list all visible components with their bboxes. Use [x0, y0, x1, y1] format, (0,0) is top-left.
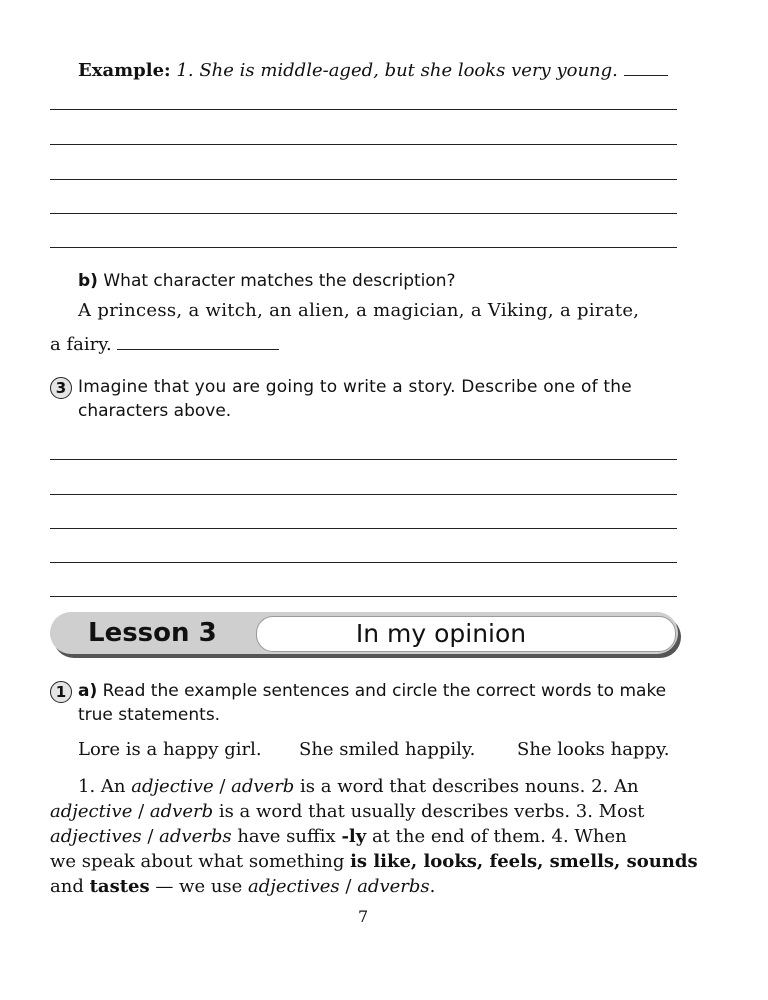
example-sentence-3: She looks happy. — [517, 739, 670, 760]
writing-line[interactable] — [50, 179, 677, 180]
lesson-header — [50, 612, 678, 658]
task1-label: a) — [78, 681, 98, 701]
bold-verb: tastes — [89, 876, 150, 897]
task-b-options-line1: A princess, a witch, an alien, a magician, a Viking, a pirate, — [78, 300, 640, 321]
example-blank[interactable] — [624, 75, 668, 76]
page-number: 7 — [358, 907, 369, 926]
choice-word[interactable]: adverb — [149, 801, 214, 822]
paragraph-line-3 — [50, 824, 627, 850]
choice-word[interactable]: adverb — [231, 776, 295, 797]
example-line — [78, 58, 668, 84]
writing-line[interactable] — [50, 562, 677, 563]
choice-word[interactable]: adjective — [131, 776, 214, 797]
text: have suffix — [231, 826, 342, 847]
example-label: Example: — [78, 60, 171, 81]
text: at the end of them. 4. When — [366, 826, 627, 847]
choice-word[interactable]: adjectives — [50, 826, 142, 847]
writing-line[interactable] — [50, 494, 677, 495]
task-b-options-line2 — [50, 332, 279, 358]
task1-instruction-line1 — [78, 679, 666, 703]
writing-line[interactable] — [50, 144, 677, 145]
writing-line[interactable] — [50, 213, 677, 214]
writing-line[interactable] — [50, 459, 677, 460]
writing-line[interactable] — [50, 109, 677, 110]
paragraph-line-4 — [50, 849, 698, 875]
writing-line[interactable] — [50, 247, 677, 248]
example-sentence-2: She smiled happily. — [299, 739, 476, 760]
task1-instruction-line2: true statements. — [78, 705, 221, 725]
text: is a word that describes nouns. 2. An — [294, 776, 639, 797]
task3-instruction-line2: characters above. — [78, 401, 232, 421]
task-b-label: b) — [78, 271, 98, 291]
task1-text: Read the example sentences and circle the correct words to make — [102, 681, 667, 701]
task1-number-badge — [50, 681, 72, 703]
task-b-options-end: a fairy. — [50, 334, 112, 355]
paragraph-line-5 — [50, 874, 435, 900]
text: / — [132, 801, 150, 822]
text: and — [50, 876, 84, 897]
suffix-bold: -ly — [341, 826, 367, 847]
writing-line[interactable] — [50, 596, 677, 597]
text: . — [429, 876, 436, 897]
task-b-instruction — [78, 269, 456, 293]
choice-word[interactable]: adjectives — [248, 876, 340, 897]
text: we speak about what something — [50, 851, 351, 872]
choice-word[interactable]: adverbs — [159, 826, 232, 847]
lesson-label: Lesson 3 — [88, 618, 217, 648]
lesson-title: In my opinion — [355, 619, 527, 648]
answer-blank[interactable] — [117, 349, 279, 350]
text: / — [141, 826, 160, 847]
task3-number-badge — [50, 377, 72, 399]
example-sentence-1: Lore is a happy girl. — [78, 739, 262, 760]
example-text: 1. She is middle-aged, but she looks very young. — [176, 60, 618, 81]
task3-number: 3 — [50, 377, 72, 399]
paragraph-line-2 — [50, 799, 644, 825]
text: is a word that usually describes verbs. 3. Most — [213, 801, 645, 822]
task1-number: 1 — [50, 681, 72, 703]
task3-instruction-line1: Imagine that you are going to write a story. Describe one of the — [78, 377, 632, 397]
bold-verbs: is like, looks, feels, smells, sounds — [350, 851, 698, 872]
choice-word[interactable]: adjective — [50, 801, 133, 822]
choice-word[interactable]: adverbs — [357, 876, 430, 897]
text: / — [213, 776, 232, 797]
text: 1. An — [78, 776, 132, 797]
writing-line[interactable] — [50, 528, 677, 529]
task-b-question: What character matches the description? — [103, 271, 456, 291]
text: / — [339, 876, 358, 897]
paragraph-line-1 — [78, 774, 639, 800]
lesson-title-box — [256, 616, 676, 652]
text: — we use — [149, 876, 249, 897]
